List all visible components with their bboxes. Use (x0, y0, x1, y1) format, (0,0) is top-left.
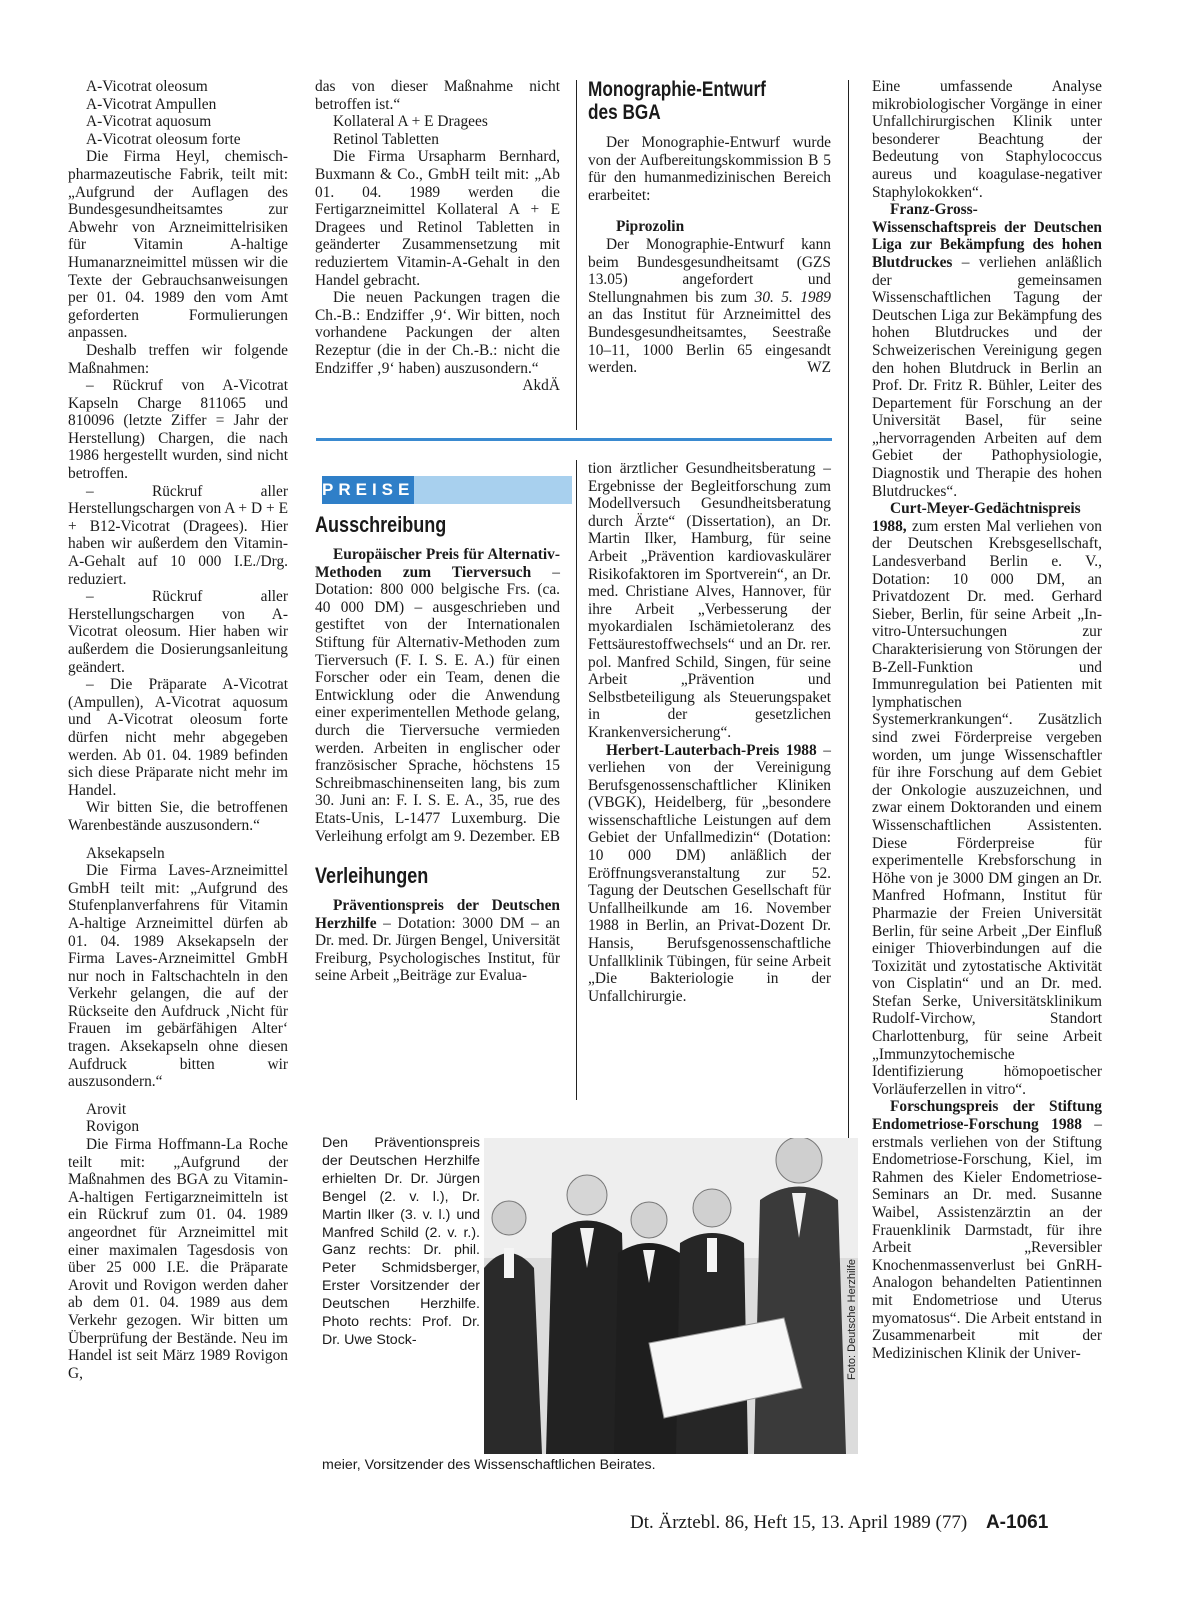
photo-award-winners (484, 1138, 858, 1454)
paragraph: Der Monographie-Entwurf wurde von der Aufbereitungskommission B 5 für den humanmedizinischen Bereich erarbeitet: (588, 134, 831, 204)
paragraph: Die Firma Hoffmann-La Roche teilt mit: „Aufgrund der Maßnahmen des BGA zu Vitamin-A-haltigen Fertigarzneimitteln ist ein Rückruf zum 01. 04. 1989 angeordnet für Arzneimittel mit einer maximalen Tagesdosis von über 25 000 I.E. die Präparate Arovit und Rovigon werden daher ab dem 01. 04. 1989 aus dem Verkehr gezogen. Wir bitten um Überprüfung der Bestände. Neu im Handel ist seit März 1989 Rovigon G, (68, 1136, 288, 1382)
signature: EB (540, 827, 560, 845)
column-2-bottom (315, 512, 560, 985)
spacer (68, 835, 288, 845)
paragraph: A-Vicotrat aquosum (86, 113, 212, 131)
paragraph: Curt-Meyer-Gedächtnispreis 1988, zum ersten Mal verliehen von der Deutschen Krebsgesellschaft, Landesverband Berlin e. V., Dotation: 10 000 DM, an Privatdozent Dr. med. Gerhard Sieber, Berlin, für seine Arbeit „In-vitro-Untersuchungen zur Charakterisierung von Störungen der B-Zell-Funktion und Immunregulation bei Patienten mit lymphatischen Systemerkrankungen“. Zusätzlich sind zwei Förderpreise vergeben worden, um junge Wissenschaftler für ihre Forschung auf dem Gebiet der Onkologie auszuzeichnen, und zwar einem Doktoranden und einem Wissenschaftlichen Assistenten. Diese Förderpreise für experimentelle Krebsforschung in Höhe von je 3000 DM gingen an Dr. Manfred Hofmann, Institut für Pharmazie der Freien Universität Berlin, für seine Arbeit „Der Einfluß einiger Thioverbindungen auf die Toxizität und zytostatische Aktivität von Cisplatin“ und an Dr. med. Stefan Serke, Universitätsklinikum Rudolf-Virchow, Standort Charlottenburg, für seine Arbeit „Immunzytochemische Identifizierung hömopoetischer Vorläuferzellen in vitro“. (872, 500, 1102, 1098)
section-label: PREISE (322, 476, 414, 504)
paragraph: Forschungspreis der Stiftung Endometriose-Forschung 1988 – erstmals verliehen von der Stiftung Endometriose-Forschung, Kiel, im Rahmen des Kieler Endometriose-Seminars an Dr. med. Susanne Waibel, Assistenzärztin an der Frauenklinik Darmstadt, für ihre Arbeit „Reversibler Knochenmassenverlust bei GnRH-Analogon behandelten Patientinnen mit Endometriose und Uterus myomatosus“. Die Arbeit entstand in Zusammenarbeit mit der Medizinischen Klinik der Univer- (872, 1098, 1102, 1362)
paragraph: Arovit (86, 1100, 127, 1118)
photo-caption: Den Präventionspreis der Deutschen Herzhilfe erhielten Dr. Dr. Jürgen Bengel (2. v. l.), Dr. Martin Ilker (3. v. l.) und Manfred Schild (2. v. r.). Ganz rechts: Dr. phil. Peter Schmidsberger, Erster Vorsitzender der Deutschen Herzhilfe. Photo rechts: Prof. Dr. Dr. Uwe Stock- (322, 1135, 480, 1348)
column-divider (576, 80, 577, 430)
paragraph: Präventionspreis der Deutschen Herzhilfe – Dotation: 3000 DM – an Dr. med. Dr. Jürgen Bengel, Universität Freiburg, Psychologisches Institut, für seine Arbeit „Beiträge zur Evalua- (315, 897, 560, 985)
paragraph: – Die Präparate A-Vicotrat (Ampullen), A-Vicotrat aquosum und A-Vicotrat oleosum forte dürfen nicht mehr abgegeben werden. Ab 01. 04. 1989 befinden sich diese Präparate nicht mehr im Handel. (68, 676, 288, 799)
column-3-bottom (588, 460, 831, 1005)
photo-credit: Foto: Deutsche Herzhilfe (846, 1258, 858, 1380)
page-footer (630, 1512, 1048, 1534)
page-number: A-1061 (985, 1512, 1049, 1533)
photo-caption-continued: meier, Vorsitzender des Wissenschaftlichen Beirates. (322, 1457, 656, 1473)
column-divider (576, 460, 577, 1100)
paragraph: Die Firma Laves-Arzneimittel GmbH teilt mit: „Aufgrund des Stufenplanverfahrens für Vitamin A-haltige Arzneimittel dürfen ab 01. 04. 1989 Aksekapseln der Firma Laves-Arzneimittel GmbH nur noch in Faltschachteln in den Verkehr gelangen, die auf der Rückseite den Aufdruck ‚Nicht für Frauen im gebärfähigen Alter‘ tragen. Aksekapseln ohne diesen Aufdruck bitten wir auszusondern.“ (68, 862, 288, 1091)
paragraph: Die Firma Heyl, chemisch-pharmazeutische Fabrik, teilt mit: „Aufgrund der Auflagen des Bundesgesundheitsamtes zur Abwehr von Arzneimittelrisiken für Vitamin A-haltige Humanarzneimittel müssen wir die Texte der Gebrauchsanweisungen per 01. 04. 1989 den vom Amt geforderten Formulierungen anpassen. (68, 148, 288, 342)
paragraph: Franz-Gross-Wissenschaftspreis der Deutschen Liga zur Bekämpfung des hohen Blutdruckes – verliehen anläßlich der gemeinsamen Wissenschaftlichen Tagung der Deutschen Liga zur Bekämpfung des hohen Blutdruckes und der Schweizerischen Vereinigung gegen den hohen Blutdruck in Berlin an Prof. Dr. Fritz R. Bühler, Leiter des Departement für Forschung an der Universität Basel, für seine „hervorragenden Arbeiten auf dem Gebiet der Pathophysiologie, Diagnostik und Therapie des hohen Blutdruckes“. (872, 201, 1102, 500)
paragraph: das von dieser Maßnahme nicht betroffen ist.“ (315, 78, 560, 113)
paragraph: Kollateral A + E Dragees (333, 113, 488, 131)
section-heading-monographie: Monographie-Entwurf (588, 78, 766, 101)
subheading-piprozolin: Piprozolin (616, 218, 685, 236)
paragraph: – Rückruf aller Herstellungschargen von A + D + E + B12-Vicotrat (Dragees). Hier haben wir außerdem den Vitamin- A-Gehalt auf 10 000 I.E./Drg. reduziert. (68, 482, 288, 588)
paragraph: Wir bitten Sie, die betroffenen Warenbestände auszusondern.“ (68, 799, 288, 834)
column-4 (872, 78, 1102, 1362)
paragraph: Deshalb treffen wir folgende Maßnahmen: (68, 341, 288, 377)
section-separator (316, 438, 832, 441)
paragraph: Rovigon (86, 1118, 140, 1136)
paragraph: Die neuen Packungen tragen die Ch.-B.: Endziffer ‚9‘. Wir bitten, noch vorhandene Packungen der alten Rezeptur (die in der Ch.-B.: nicht die Endziffer ‚9‘ haben) auszusondern.“ AkdÄ (315, 289, 560, 395)
column-2-top (315, 78, 560, 395)
paragraph: tion ärztlicher Gesundheitsberatung – Ergebnisse der Begleitforschung zum Modellversuch Gesundheitsberatung durch Ärzte“ (Dissertation), an Dr. Martin Ilker, Hamburg, für seine Arbeit „Prävention kardiovaskulärer Risikofaktoren im Sportverein“, an Dr. med. Christiane Alves, Hannover, für ihre Arbeit „Verbesserung der myokardialen Ischämietoleranz des Fettsäurestoffwechsels“ und an Dr. rer. pol. Manfred Schild, Singen, für seine Arbeit „Prävention und Selbstbeteiligung als Steuerungspaket in der gesetzlichen Krankenversicherung“. (588, 460, 831, 741)
column-3-top (588, 78, 831, 377)
paragraph: Der Monographie-Entwurf kann beim Bundesgesundheitsamt (GZS 13.05) angefordert und Stellungnahmen bis zum 30. 5. 1989 an das Institut für Arzneimittel des Bundesgesundheitsamtes, Seestraße 10–11, 1000 Berlin 65 eingesandt werden. (588, 235, 831, 377)
paragraph: – Rückruf aller Herstellungschargen von A-Vicotrat oleosum. Hier haben wir außerdem die Dosierungsanleitung geändert. (68, 588, 288, 676)
paragraph: Retinol Tabletten (333, 130, 439, 148)
paragraph: Die Firma Ursapharm Bernhard, Buxmann & Co., GmbH teilt mit: „Ab 01. 04. 1989 werden die Fertigarzneimittel Kollateral A + E Dragees und Retinol Tabletten in geänderter Zusammensetzung mit reduziertem Vitamin-A-Gehalt in den Handel gebracht. (315, 148, 560, 289)
journal-reference: Dt. Ärztebl. 86, Heft 15, 13. April 1989 (77) (630, 1512, 968, 1533)
group-photo-illustration (484, 1138, 858, 1454)
paragraph: A-Vicotrat oleosum forte (86, 130, 241, 148)
column-1 (68, 78, 288, 1382)
paragraph: Europäischer Preis für Alternativ-Methoden zum Tierversuch – Dotation: 800 000 belgische Frs. (ca. 40 000 DM) – ausgeschrieben und gestiftet von der Internationalen Stiftung für Alternativ-Methoden zum Tierversuch (F. I. S. E. A.) für einen Forscher oder ein Team, denen die Entwicklung oder die Anwendung einer experimentellen Methode gelang, durch die Tierversuche vermieden werden. Arbeiten in englischer oder französischer Sprache, höchstens 15 Schreibmaschinenseiten lang, bis zum 30. Juni an: F. I. S. E. A., 35, rue des Etats-Unis, L-1477 Luxemburg. Die Verleihung erfolgt am 9. Dezember. (315, 546, 561, 845)
spacer (68, 1091, 288, 1101)
paragraph: Aksekapseln (86, 844, 165, 862)
paragraph: Herbert-Lauterbach-Preis 1988 – verliehen von der Vereinigung Berufsgenossenschaftlicher Kliniken (VBGK), Heidelberg, für „besondere wissenschaftliche Leistungen auf dem Gebiet der Unfallmedizin“ (Dotation: 10 000 DM) anläßlich der Eröffnungsveranstaltung zur 52. Tagung der Deutschen Gesellschaft für Unfallheilkunde am 16. November 1988 in Berlin, an Privat-Dozent Dr. Hansis, Berufsgenossenschaftliche Unfallklinik Tübingen, für seine Arbeit „Die Bakteriologie in der Unfallchirurgie. (588, 741, 831, 1005)
section-banner-preise (322, 476, 572, 504)
section-heading-bga: des BGA (588, 101, 661, 124)
section-heading-verleihungen: Verleihungen (315, 863, 429, 889)
signature: AkdÄ (522, 377, 560, 395)
paragraph: – Rückruf von A-Vicotrat Kapseln Charge 811065 und 810096 (letzte Ziffer = Jahr der Herstellung) Chargen, die nach 1986 hergestellt wurden, sind nicht betroffen. (68, 377, 288, 483)
signature: WZ (807, 359, 831, 377)
section-heading-ausschreibung: Ausschreibung (315, 512, 447, 537)
paragraph: A-Vicotrat Ampullen (86, 95, 217, 113)
paragraph: Eine umfassende Analyse mikrobiologischer Vorgänge in einer Unfallchirurgischen Klinik unter besonderer Beachtung der Bedeutung von Staphylococcus aureus und koagulase-negativer Staphylokokken“. (872, 78, 1102, 201)
paragraph: A-Vicotrat oleosum (86, 78, 208, 95)
